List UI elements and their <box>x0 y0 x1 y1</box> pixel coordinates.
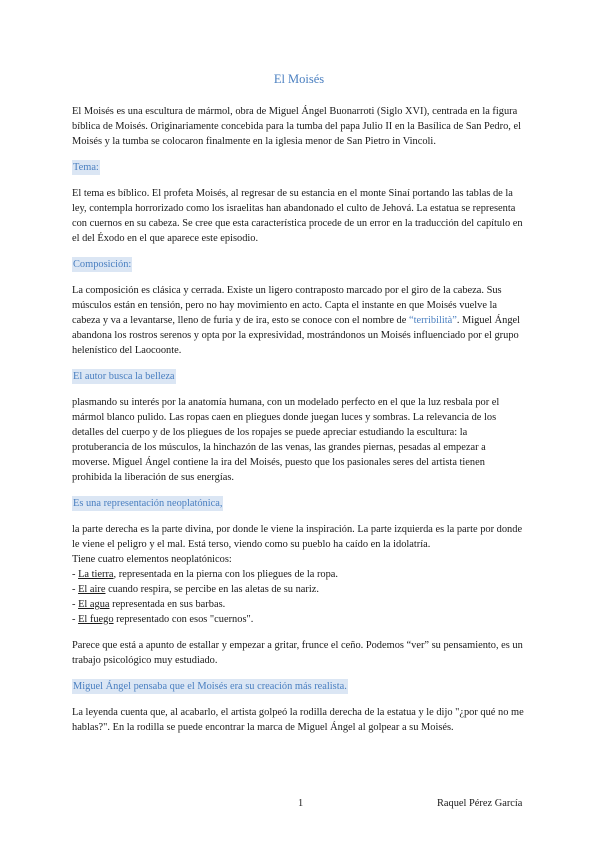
list-item-key: El agua <box>78 599 110 610</box>
tema-paragraph: El tema es bíblico. El profeta Moisés, al regresar de su estancia en el monte Sinaí portando las tablas de la ley, contempla horrorizado como los israelitas han abandonado el culto de Jehová. La estatua se representa con cuernos en su cabeza. Se cree que esta característica procede de un error en la traducción del capítulo en el del Éxodo en el que aparece este episodio. <box>72 188 523 244</box>
composicion-text-before: La composición es clásica y cerrada. Existe un ligero contraposto marcado por el giro de la cabeza. Sus músculos están en tensión, pero no hay movimiento en acto. Capta el instante en que Moisés vuelve la cabeza y va a levantarse, lleno de furia y de ira, esto se conoce con el nombre de <box>72 285 502 326</box>
list-item <box>72 597 526 612</box>
neoplatonica-section <box>72 522 526 627</box>
list-item-key: El fuego <box>78 614 114 625</box>
neoplatonica-heading: Es una representación neoplatónica, <box>73 498 223 509</box>
document-title: El Moisés <box>273 72 325 86</box>
intro-paragraph: El Moisés es una escultura de mármol, obra de Miguel Ángel Buonarroti (Siglo XVI), centrada en la figura bíblica de Moisés. Originariamente concebida para la tumba del papa Julio II en la Basílica de San Pedro, el Moisés y la tumba se colocaron finalmente en la iglesia menor de San Pietro in Vincoli. <box>72 106 521 147</box>
composicion-text-after: . Miguel Ángel abandona los rostros serenos y opta por la expresividad, mostrándonos un Moisés influenciado por el grupo helenístico del Laocoonte. <box>72 315 521 356</box>
belleza-paragraph: plasmando su interés por la anatomía humana, con un modelado perfecto en el que la luz resbala por el mármol blanco pulido. Las ropas caen en pliegues donde juegan luces y sombras. La relevancia de los detalles del cuerpo y de los pliegues de los ropajes se puede apreciar estudiando la escultura: la protuberancia de los músculos, la hinchazón de las venas, las grandes piernas, pesadas al empezar a moverse. Miguel Ángel contiene la ira del Moisés, puesto que los pasionales seres del artista tienen prohibida la liberación de sus energías. <box>72 397 500 483</box>
list-item-prefix: - <box>72 569 79 580</box>
pensamiento-paragraph: Parece que está a apunto de estallar y empezar a gritar, frunce el ceño. Podemos “ver” su pensamiento, es un trabajo psicológico muy estudiado. <box>72 640 523 666</box>
composicion-paragraph <box>72 283 526 358</box>
list-item-key: El aire <box>78 584 106 595</box>
composicion-heading: Composición: <box>73 259 132 270</box>
page-number: 1 <box>298 798 304 809</box>
tema-heading-wrap <box>72 160 526 175</box>
realista-heading: Miguel Ángel pensaba que el Moisés era su creación más realista. <box>73 681 347 692</box>
realista-paragraph: La leyenda cuenta que, al acabarlo, el artista golpeó la rodilla derecha de la estatua y le dijo "¿por qué no me hablas?". En la rodilla se puede encontrar la marca de Miguel Ángel al golpear a su Moisés. <box>72 707 524 733</box>
list-item-prefix: - <box>72 614 79 625</box>
footer-author: Raquel Pérez García <box>437 798 523 809</box>
list-item-rest: cuando respira, se percibe en las aletas de su nariz. <box>105 584 319 595</box>
list-item-prefix: - <box>72 584 79 595</box>
list-item-prefix: - <box>72 599 79 610</box>
neoplatonica-paragraph: la parte derecha es la parte divina, por donde le viene la inspiración. La parte izquierda es la parte por donde le viene el peligro y el mal. Está terso, viendo como su pueblo ha caído en la idolatría. <box>72 524 523 550</box>
list-item-rest: , representada en la pierna con los pliegues de la ropa. <box>113 569 339 580</box>
list-item-rest: representada en sus barbas. <box>109 599 226 610</box>
neoplatonica-list-intro: Tiene cuatro elementos neoplatónicos: <box>72 554 232 565</box>
belleza-heading-wrap <box>72 369 526 384</box>
list-item <box>72 567 526 582</box>
tema-heading: Tema: <box>73 162 99 173</box>
realista-heading-wrap <box>72 679 526 694</box>
neoplatonica-heading-wrap <box>72 496 526 511</box>
belleza-heading: El autor busca la belleza <box>73 371 175 382</box>
list-item <box>72 582 526 597</box>
composicion-heading-wrap <box>72 257 526 272</box>
document-body <box>72 72 526 746</box>
list-item-rest: representado con esos "cuernos". <box>113 614 254 625</box>
list-item <box>72 612 526 627</box>
list-item-key: La tierra <box>78 569 114 580</box>
terribilita-term: “terribilità” <box>408 315 457 326</box>
